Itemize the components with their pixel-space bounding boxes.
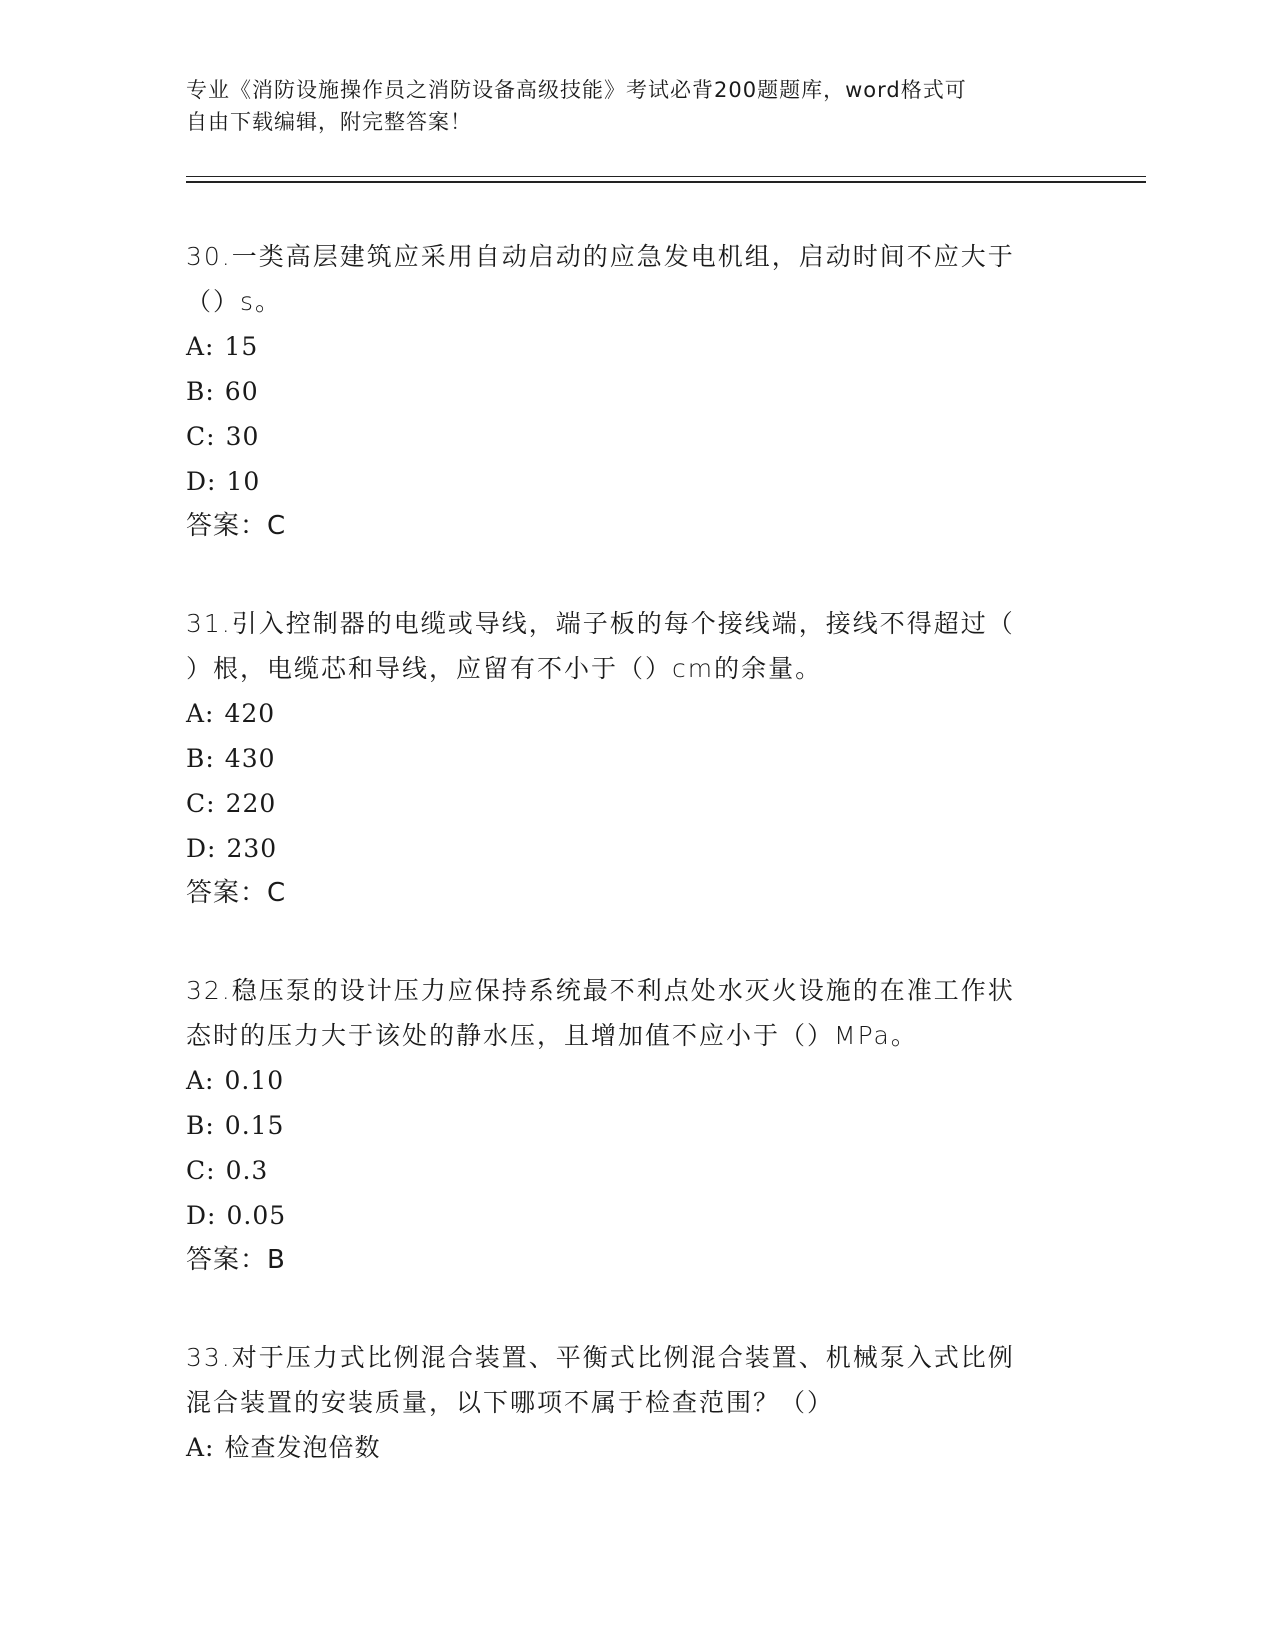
option-d (186, 1193, 1086, 1238)
option-value: 0.10 (224, 1066, 285, 1095)
question-list (186, 234, 1086, 1522)
option-value: 220 (225, 789, 277, 818)
option-c (186, 1148, 1086, 1193)
option-value: 10 (226, 467, 261, 496)
question-text: 态时的压力大于该处的静水压，且增加值不应小于（）MPa。 (186, 1021, 918, 1050)
option-letter: C: (186, 789, 216, 818)
answer-text: 答案：C (186, 878, 287, 908)
header-line: 自由下载编辑，附完整答案！ (186, 110, 472, 134)
question-text: ）根，电缆芯和导线，应留有不小于（）cm的余量。 (186, 654, 823, 683)
option-value: 0.15 (224, 1111, 285, 1140)
document-header (186, 74, 1066, 138)
option-letter: B: (186, 744, 215, 773)
option-letter: D: (186, 1201, 217, 1230)
option-letter: D: (186, 467, 217, 496)
question-text: 混合装置的安装质量，以下哪项不属于检查范围？（） (186, 1388, 835, 1417)
option-value: 0.3 (225, 1156, 269, 1185)
header-divider (186, 181, 1146, 183)
option-a (186, 324, 1086, 369)
option-a (186, 691, 1086, 736)
answer-text: 答案：B (186, 1245, 286, 1275)
option-letter: C: (186, 1156, 216, 1185)
option-value: 420 (224, 699, 276, 728)
answer-text: 答案：C (186, 511, 287, 541)
question-text: 30.一类高层建筑应采用自动启动的应急发电机组，启动时间不应大于 (186, 242, 1015, 271)
option-letter: D: (186, 834, 217, 863)
option-d (186, 826, 1086, 871)
option-b (186, 736, 1086, 781)
question-item (186, 234, 1086, 549)
option-value: 15 (224, 332, 259, 361)
option-a (186, 1058, 1086, 1103)
option-value: 430 (224, 744, 276, 773)
option-letter: C: (186, 422, 216, 451)
option-d (186, 459, 1086, 504)
option-value: 30 (225, 422, 260, 451)
option-a (186, 1425, 1086, 1470)
question-item (186, 601, 1086, 916)
option-value: 230 (226, 834, 278, 863)
option-c (186, 414, 1086, 459)
question-text: 31.引入控制器的电缆或导线，端子板的每个接线端，接线不得超过（ (186, 609, 1015, 638)
question-item (186, 1335, 1086, 1470)
option-value: 60 (224, 377, 259, 406)
question-text: 32.稳压泵的设计压力应保持系统最不利点处水灭火设施的在准工作状 (186, 976, 1015, 1005)
option-letter: A: (186, 1433, 215, 1462)
option-value: 0.05 (226, 1201, 287, 1230)
option-letter: B: (186, 377, 215, 406)
option-b (186, 1103, 1086, 1148)
header-line: 专业《消防设施操作员之消防设备高级技能》考试必背200题题库，word格式可 (186, 78, 967, 102)
question-text: 33.对于压力式比例混合装置、平衡式比例混合装置、机械泵入式比例 (186, 1343, 1015, 1372)
option-letter: B: (186, 1111, 215, 1140)
option-value: 检查发泡倍数 (224, 1433, 381, 1462)
option-letter: A: (186, 1066, 215, 1095)
option-c (186, 781, 1086, 826)
option-letter: A: (186, 332, 215, 361)
option-b (186, 369, 1086, 414)
header-divider (186, 176, 1146, 177)
question-text: （）s。 (186, 287, 283, 316)
question-item (186, 968, 1086, 1283)
option-letter: A: (186, 699, 215, 728)
